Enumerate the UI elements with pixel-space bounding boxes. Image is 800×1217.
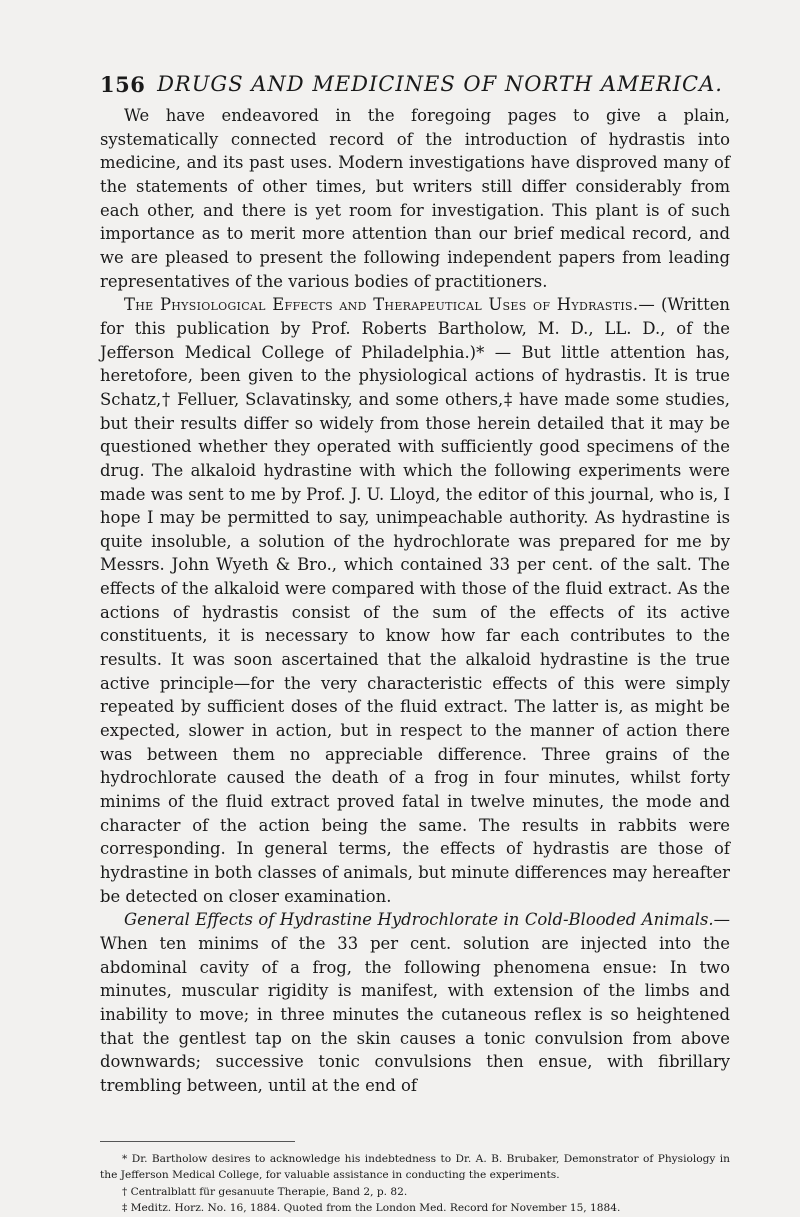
section-heading-general-effects: General Effects of Hydrastine Hydrochlorate in Cold-Blooded Animals. xyxy=(124,910,714,930)
paragraph-physiological-effects xyxy=(100,293,730,908)
running-title: DRUGS AND MEDICINES OF NORTH AMERICA. xyxy=(157,72,723,96)
paragraph-physiological-effects-text: — (Written for this publication by Prof. Roberts Bartholow, M. D., LL. D., of the Jefferson Medical College of Philadelphia.)* — But little attention has, heretofore, been given to the physiological actions of hydrastis. It is true Schatz,† Felluer, Sclavatinsky, and some others,‡ have made some studies, but their results differ so widely from those herein detailed that it may be questioned whether they operated with sufficiently good specimens of the drug. The alkaloid hydrastine with which the following experiments were made was sent to me by Prof. J. U. Lloyd, the editor of this journal, who is, I hope I may be permitted to say, unimpeachable authority. As hydrastine is quite insoluble, a solution of the hydrochlorate was prepared for me by Messrs. John Wyeth & Bro., which contained 33 per cent. of the salt. The effects of the alkaloid were compared with those of the fluid extract. As the actions of hydrastis consist of the sum of the effects of its active constituents, it is necessary to know how far each contributes to the results. It was soon ascertained that the alkaloid hydrastine is the true active principle—for the very characteristic effects of this were simply repeated by sufficient doses of the fluid extract. The latter is, as might be expected, slower in action, but in respect to the manner of action there was between them no appreciable difference. Three grains of the hydrochlorate caused the death of a frog in four minutes, whilst forty minims of the fluid extract proved fatal in twelve minutes, the mode and character of the action being the same. The results in rabbits were corresponding. In general terms, the effects of hydrastis are those of hydrastine in both classes of animals, but minute differences may hereafter be detected on closer examination. xyxy=(100,295,730,906)
section-heading-physiological-effects: The Physiological Effects and Therapeutical Uses of Hydrastis. xyxy=(124,295,639,315)
paragraph-general-effects xyxy=(100,908,730,1097)
footnote-double-dagger: ‡ Meditz. Horz. No. 16, 1884. Quoted from the London Med. Record for November 15, 1884. xyxy=(122,1202,621,1215)
paragraph-general-effects-text: — When ten minims of the 33 per cent. solution are injected into the abdominal cavity of a frog, the following phenomena ensue: In two minutes, muscular rigidity is manifest, with extension of the limbs and inability to move; in three minutes the cutaneous reflex is so heightened that the gentlest tap on the skin causes a tonic convulsion from above downwards; successive tonic convulsions then ensue, with fibrillary trembling between, until at the end of xyxy=(100,910,730,1095)
footnote-dagger: † Centralblatt für gesanuute Therapie, Band 2, p. 82. xyxy=(122,1185,408,1198)
paragraph-intro: We have endeavored in the foregoing pages to give a plain, systematically connected record of the introduction of hydrastis into medicine, and its past uses. Modern investigations have disproved many of the statements of other times, but writers still differ considerably from each other, and there is yet room for investigation. This plant is of such importance as to merit more attention than our brief medical record, and we are pleased to present the following independent papers from leading representatives of the various bodies of practitioners. xyxy=(100,106,730,291)
page-number: 156 xyxy=(100,72,146,97)
footnotes xyxy=(100,1151,730,1217)
footnote-divider xyxy=(100,1141,295,1142)
page-header xyxy=(100,72,740,102)
footnote-asterisk: * Dr. Bartholow desires to acknowledge his indebtedness to Dr. A. B. Brubaker, Demonstrator of Physiology in the Jefferson Medical College, for valuable assistance in conducting the experiments. xyxy=(100,1153,730,1182)
body-text xyxy=(100,104,730,1098)
